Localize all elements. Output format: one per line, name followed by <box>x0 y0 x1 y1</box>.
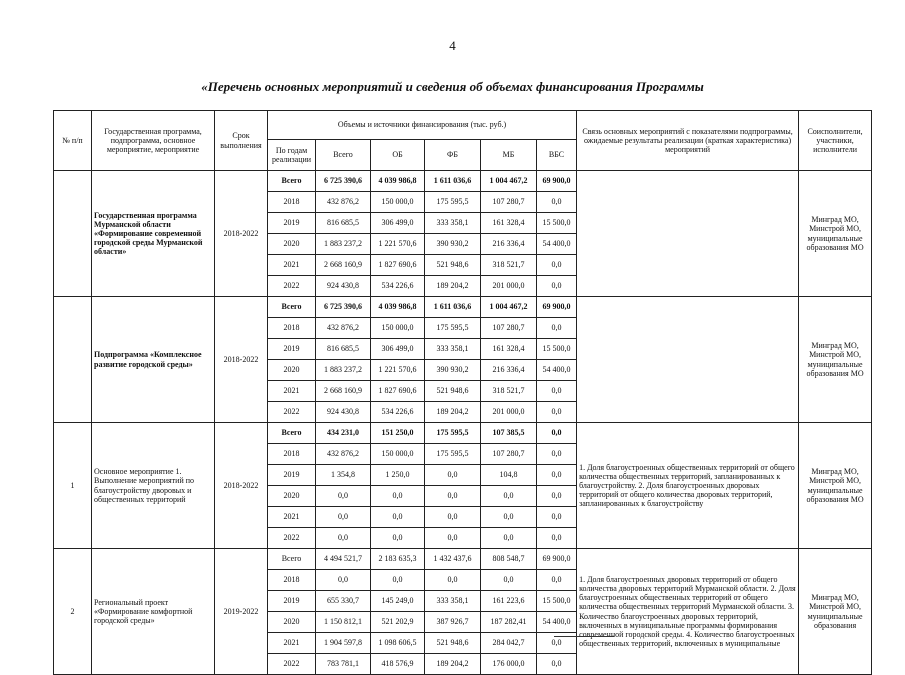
vbs-cell: 0,0 <box>537 444 577 465</box>
total-cell: 432 876,2 <box>316 444 371 465</box>
total-cell: 1 150 812,1 <box>316 612 371 633</box>
ob-cell: 1 827 690,6 <box>371 255 425 276</box>
mb-cell: 201 000,0 <box>481 402 537 423</box>
total-cell: 6 725 390,6 <box>316 297 371 318</box>
year-cell: 2018 <box>268 318 316 339</box>
vbs-cell: 15 500,0 <box>537 591 577 612</box>
year-cell: 2022 <box>268 528 316 549</box>
header-link: Связь основных мероприятий с показателями подпрограммы, ожидаемые результаты реализации (краткая характеристика) мероприятий <box>577 111 799 171</box>
document-title: «Перечень основных мероприятий и сведения об объемах финансирования Программы <box>201 79 704 94</box>
fb-cell: 1 432 437,6 <box>425 549 481 570</box>
fb-cell: 175 595,5 <box>425 444 481 465</box>
year-cell: 2020 <box>268 612 316 633</box>
fb-cell: 0,0 <box>425 465 481 486</box>
vbs-cell: 0,0 <box>537 318 577 339</box>
year-cell: 2019 <box>268 339 316 360</box>
year-cell: Всего <box>268 297 316 318</box>
program-name: Основное мероприятие 1. Выполнение мероприятий по благоустройству дворовых и общественных территорий <box>92 423 215 549</box>
header-row <box>54 111 872 140</box>
program-name: Государственная программа Мурманской области «Формирование современной городской среды Мурманской области» <box>92 171 215 297</box>
year-cell: 2022 <box>268 276 316 297</box>
mb-cell: 1 004 467,2 <box>481 297 537 318</box>
fb-cell: 0,0 <box>425 507 481 528</box>
ob-cell: 4 039 986,8 <box>371 171 425 192</box>
program-table <box>53 110 872 675</box>
vbs-cell: 0,0 <box>537 381 577 402</box>
header-by-year: По годам реализации <box>268 140 316 171</box>
fb-cell: 0,0 <box>425 528 481 549</box>
page-number: 4 <box>449 38 456 53</box>
fb-cell: 1 611 036,6 <box>425 171 481 192</box>
header-program: Государственная программа, подпрограмма, основное мероприятие, мероприятие <box>92 111 215 171</box>
fb-cell: 189 204,2 <box>425 654 481 675</box>
total-cell: 655 330,7 <box>316 591 371 612</box>
year-cell: 2018 <box>268 444 316 465</box>
year-cell: 2021 <box>268 507 316 528</box>
ob-cell: 0,0 <box>371 486 425 507</box>
year-cell: Всего <box>268 171 316 192</box>
mb-cell: 318 521,7 <box>481 381 537 402</box>
mb-cell: 808 548,7 <box>481 549 537 570</box>
row-number: 1 <box>54 423 92 549</box>
total-cell: 783 781,1 <box>316 654 371 675</box>
year-cell: 2021 <box>268 633 316 654</box>
header-num: № п/п <box>54 111 92 171</box>
ob-cell: 151 250,0 <box>371 423 425 444</box>
year-cell: 2021 <box>268 381 316 402</box>
link-cell <box>577 297 799 423</box>
mb-cell: 107 280,7 <box>481 192 537 213</box>
vbs-cell: 54 400,0 <box>537 234 577 255</box>
mb-cell: 176 000,0 <box>481 654 537 675</box>
fb-cell: 189 204,2 <box>425 276 481 297</box>
term-cell: 2018-2022 <box>215 171 268 297</box>
mb-cell: 161 223,6 <box>481 591 537 612</box>
total-cell: 432 876,2 <box>316 192 371 213</box>
total-cell: 924 430,8 <box>316 402 371 423</box>
vbs-cell: 54 400,0 <box>537 360 577 381</box>
mb-cell: 0,0 <box>481 528 537 549</box>
fb-cell: 387 926,7 <box>425 612 481 633</box>
term-cell: 2018-2022 <box>215 297 268 423</box>
executors-cell: Минград МО, Минстрой МО, муниципальные образования МО <box>799 171 872 297</box>
total-cell: 1 904 597,8 <box>316 633 371 654</box>
link-cell: 1. Доля благоустроенных общественных территорий от общего количества общественных территорий, запланированных к благоустройству. 2. Доля благоустроенных дворовых территорий от общего количества дворовых территорий, запланированных к благоустройству <box>577 423 799 549</box>
total-cell: 0,0 <box>316 570 371 591</box>
header-executors: Соисполнители, участники, исполнители <box>799 111 872 171</box>
ob-cell: 1 221 570,6 <box>371 360 425 381</box>
ob-cell: 4 039 986,8 <box>371 297 425 318</box>
executors-cell: Минград МО, Минстрой МО, муниципальные образования МО <box>799 297 872 423</box>
fb-cell: 521 948,6 <box>425 255 481 276</box>
fb-cell: 175 595,5 <box>425 318 481 339</box>
ob-cell: 418 576,9 <box>371 654 425 675</box>
total-cell: 0,0 <box>316 507 371 528</box>
fb-cell: 0,0 <box>425 486 481 507</box>
year-cell: 2021 <box>268 255 316 276</box>
total-cell: 924 430,8 <box>316 276 371 297</box>
mb-cell: 187 282,41 <box>481 612 537 633</box>
total-cell: 816 685,5 <box>316 339 371 360</box>
vbs-cell: 0,0 <box>537 507 577 528</box>
year-cell: 2019 <box>268 465 316 486</box>
total-cell: 432 876,2 <box>316 318 371 339</box>
program-name: Подпрограмма «Комплексное развитие городской среды» <box>92 297 215 423</box>
mb-cell: 107 385,5 <box>481 423 537 444</box>
row-number: 2 <box>54 549 92 675</box>
year-cell: 2018 <box>268 570 316 591</box>
row-number <box>54 171 92 297</box>
mb-cell: 1 004 467,2 <box>481 171 537 192</box>
footer-divider <box>554 636 614 637</box>
mb-cell: 0,0 <box>481 507 537 528</box>
year-cell: 2020 <box>268 486 316 507</box>
mb-cell: 161 328,4 <box>481 213 537 234</box>
mb-cell: 216 336,4 <box>481 234 537 255</box>
executors-cell: Минград МО, Минстрой МО, муниципальные образования <box>799 549 872 675</box>
table-row <box>54 549 872 570</box>
vbs-cell: 54 400,0 <box>537 612 577 633</box>
mb-cell: 284 042,7 <box>481 633 537 654</box>
total-cell: 2 668 160,9 <box>316 381 371 402</box>
vbs-cell: 0,0 <box>537 528 577 549</box>
mb-cell: 201 000,0 <box>481 276 537 297</box>
total-cell: 1 883 237,2 <box>316 234 371 255</box>
mb-cell: 107 280,7 <box>481 444 537 465</box>
vbs-cell: 0,0 <box>537 192 577 213</box>
header-volumes: Объемы и источники финансирования (тыс. руб.) <box>268 111 577 140</box>
fb-cell: 390 930,2 <box>425 234 481 255</box>
ob-cell: 150 000,0 <box>371 318 425 339</box>
year-cell: Всего <box>268 423 316 444</box>
header-total: Всего <box>316 140 371 171</box>
fb-cell: 0,0 <box>425 570 481 591</box>
executors-cell: Минград МО, Минстрой МО, муниципальные образования МО <box>799 423 872 549</box>
header-fb: ФБ <box>425 140 481 171</box>
program-name: Региональный проект «Формирование комфортной городской среды» <box>92 549 215 675</box>
fb-cell: 333 358,1 <box>425 339 481 360</box>
vbs-cell: 69 900,0 <box>537 171 577 192</box>
ob-cell: 521 202,9 <box>371 612 425 633</box>
ob-cell: 145 249,0 <box>371 591 425 612</box>
mb-cell: 318 521,7 <box>481 255 537 276</box>
vbs-cell: 69 900,0 <box>537 297 577 318</box>
mb-cell: 104,8 <box>481 465 537 486</box>
vbs-cell: 0,0 <box>537 465 577 486</box>
vbs-cell: 0,0 <box>537 276 577 297</box>
total-cell: 6 725 390,6 <box>316 171 371 192</box>
year-cell: 2019 <box>268 591 316 612</box>
term-cell: 2019-2022 <box>215 549 268 675</box>
mb-cell: 107 280,7 <box>481 318 537 339</box>
total-cell: 0,0 <box>316 486 371 507</box>
year-cell: Всего <box>268 549 316 570</box>
link-cell <box>577 171 799 297</box>
row-number <box>54 297 92 423</box>
vbs-cell: 0,0 <box>537 654 577 675</box>
ob-cell: 2 183 635,3 <box>371 549 425 570</box>
link-cell: 1. Доля благоустроенных дворовых территорий от общего количества дворовых территорий Мурманской области. 2. Доля благоустроенных общественных территорий от общего количества общественных территорий Мурманской области. 3. Количество благоустроенных дворовых территорий, включенных в муниципальные программы формирования современной городской среды. 4. Количество благоустроенных общественных территорий, включенных в муниципальные <box>577 549 799 675</box>
fb-cell: 521 948,6 <box>425 633 481 654</box>
mb-cell: 161 328,4 <box>481 339 537 360</box>
vbs-cell: 0,0 <box>537 486 577 507</box>
vbs-cell: 0,0 <box>537 570 577 591</box>
vbs-cell: 0,0 <box>537 402 577 423</box>
year-cell: 2019 <box>268 213 316 234</box>
table-row <box>54 171 872 192</box>
year-cell: 2022 <box>268 402 316 423</box>
ob-cell: 0,0 <box>371 570 425 591</box>
term-cell: 2018-2022 <box>215 423 268 549</box>
ob-cell: 150 000,0 <box>371 444 425 465</box>
header-vbs: ВБС <box>537 140 577 171</box>
ob-cell: 306 499,0 <box>371 339 425 360</box>
total-cell: 0,0 <box>316 528 371 549</box>
ob-cell: 0,0 <box>371 507 425 528</box>
fb-cell: 175 595,5 <box>425 423 481 444</box>
year-cell: 2020 <box>268 360 316 381</box>
fb-cell: 333 358,1 <box>425 591 481 612</box>
vbs-cell: 0,0 <box>537 423 577 444</box>
ob-cell: 534 226,6 <box>371 276 425 297</box>
vbs-cell: 0,0 <box>537 633 577 654</box>
fb-cell: 333 358,1 <box>425 213 481 234</box>
ob-cell: 1 098 606,5 <box>371 633 425 654</box>
fb-cell: 521 948,6 <box>425 381 481 402</box>
total-cell: 4 494 521,7 <box>316 549 371 570</box>
mb-cell: 0,0 <box>481 486 537 507</box>
table-row <box>54 297 872 318</box>
ob-cell: 1 827 690,6 <box>371 381 425 402</box>
table-row <box>54 423 872 444</box>
total-cell: 816 685,5 <box>316 213 371 234</box>
total-cell: 434 231,0 <box>316 423 371 444</box>
fb-cell: 175 595,5 <box>425 192 481 213</box>
vbs-cell: 69 900,0 <box>537 549 577 570</box>
ob-cell: 150 000,0 <box>371 192 425 213</box>
fb-cell: 390 930,2 <box>425 360 481 381</box>
total-cell: 1 354,8 <box>316 465 371 486</box>
fb-cell: 1 611 036,6 <box>425 297 481 318</box>
total-cell: 2 668 160,9 <box>316 255 371 276</box>
ob-cell: 534 226,6 <box>371 402 425 423</box>
header-term: Срок выполнения <box>215 111 268 171</box>
mb-cell: 0,0 <box>481 570 537 591</box>
year-cell: 2020 <box>268 234 316 255</box>
year-cell: 2018 <box>268 192 316 213</box>
ob-cell: 1 250,0 <box>371 465 425 486</box>
ob-cell: 1 221 570,6 <box>371 234 425 255</box>
ob-cell: 0,0 <box>371 528 425 549</box>
header-ob: ОБ <box>371 140 425 171</box>
vbs-cell: 15 500,0 <box>537 213 577 234</box>
fb-cell: 189 204,2 <box>425 402 481 423</box>
total-cell: 1 883 237,2 <box>316 360 371 381</box>
header-mb: МБ <box>481 140 537 171</box>
mb-cell: 216 336,4 <box>481 360 537 381</box>
vbs-cell: 0,0 <box>537 255 577 276</box>
ob-cell: 306 499,0 <box>371 213 425 234</box>
vbs-cell: 15 500,0 <box>537 339 577 360</box>
year-cell: 2022 <box>268 654 316 675</box>
